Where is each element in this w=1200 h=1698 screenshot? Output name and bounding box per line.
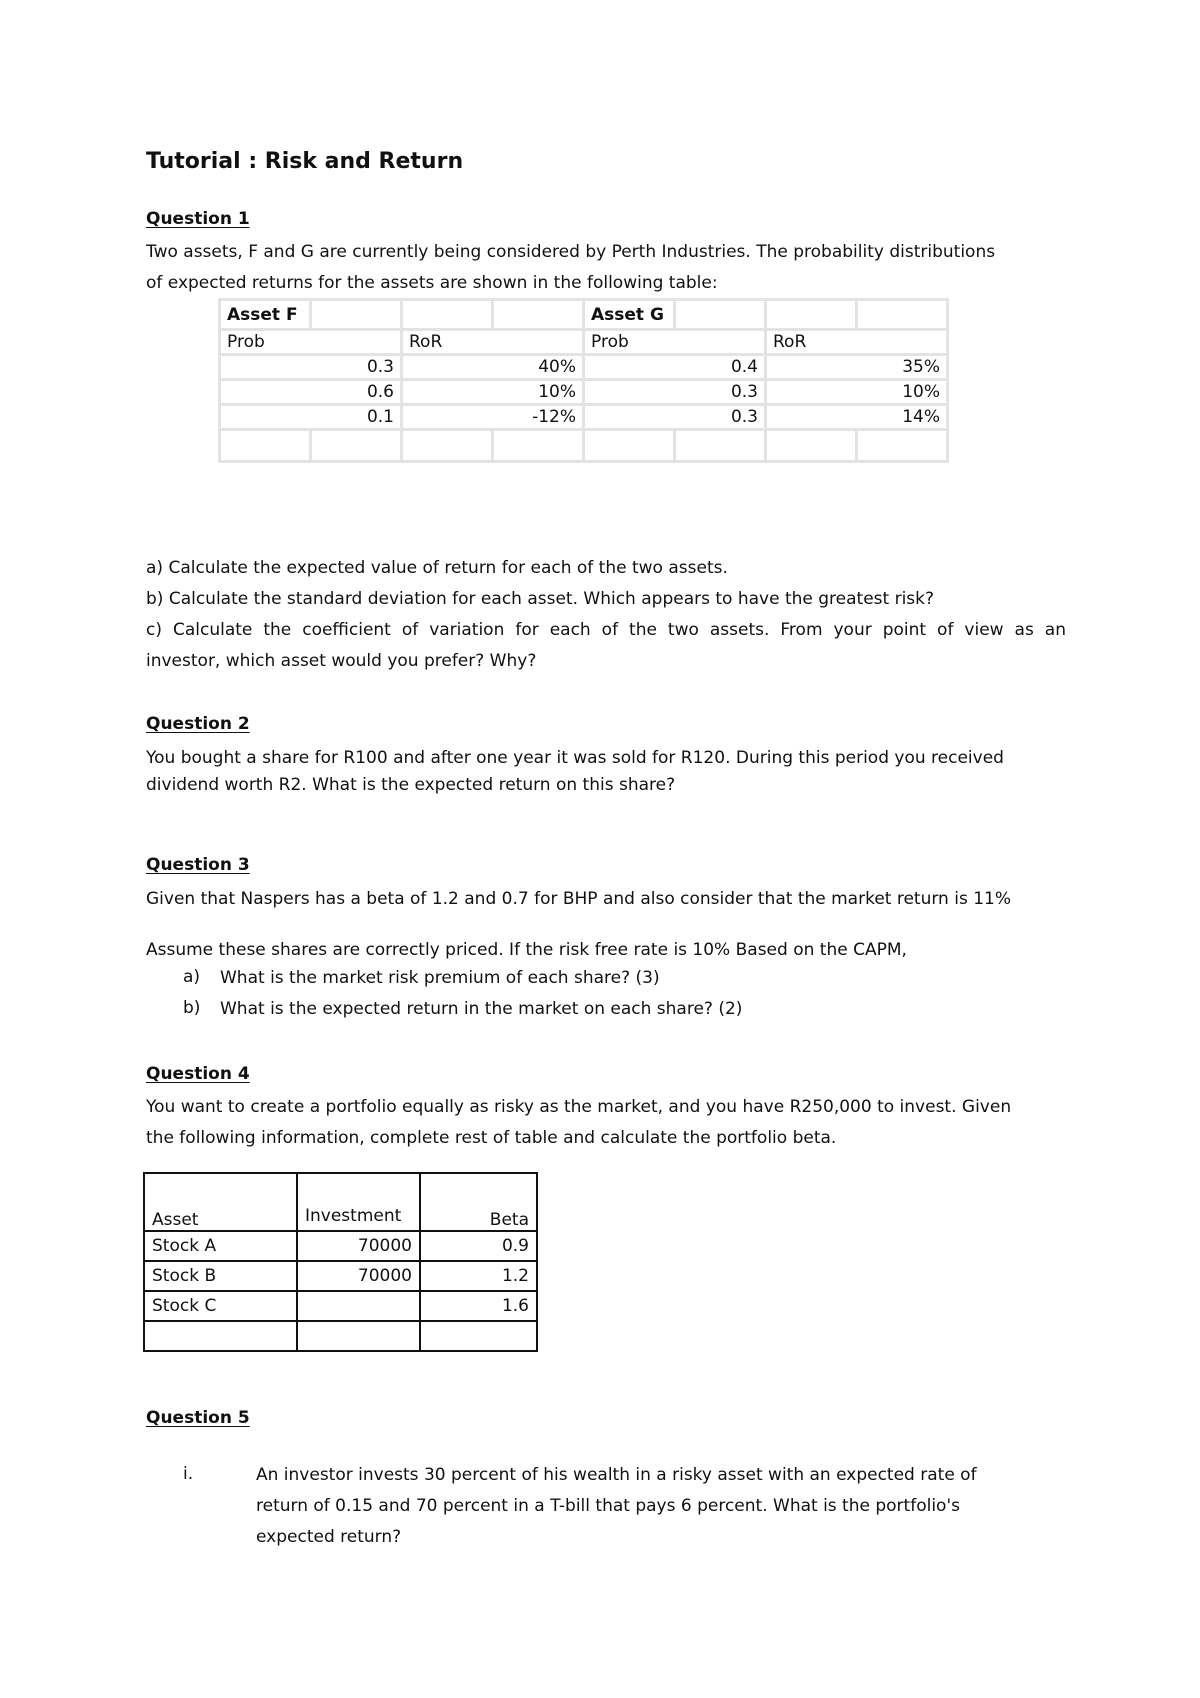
question-4-line-2: the following information, complete rest of table and calculate the portfolio beta. xyxy=(146,1128,837,1148)
asset-name: Stock A xyxy=(144,1231,297,1261)
question-4-heading: Question 4 xyxy=(146,1064,250,1084)
asset-f-prob: 0.3 xyxy=(220,355,402,380)
asset-g-ror: 10% xyxy=(766,380,948,405)
investment-value: 70000 xyxy=(297,1231,420,1261)
question-2-line-2: dividend worth R2. What is the expected return on this share? xyxy=(146,775,676,795)
investment-header: Investment xyxy=(297,1173,420,1231)
table-header-row xyxy=(144,1173,537,1231)
investment-value xyxy=(297,1291,420,1321)
asset-name: Stock B xyxy=(144,1261,297,1291)
table-row xyxy=(220,355,948,380)
list-item: What is the market risk premium of each share? (3) xyxy=(220,968,660,988)
table-row xyxy=(144,1291,537,1321)
asset-f-prob: 0.6 xyxy=(220,380,402,405)
question-1-part-c-line-2: investor, which asset would you prefer? Why? xyxy=(146,651,537,671)
question-3-line-2: Assume these shares are correctly priced. If the risk free rate is 10% Based on the CAPM, xyxy=(146,940,907,960)
question-1-part-c-line-1: c) Calculate the coefficient of variation for each of the two assets. From your point of view as an xyxy=(146,620,1066,640)
asset-g-ror: 35% xyxy=(766,355,948,380)
question-1-intro-line-1: Two assets, F and G are currently being considered by Perth Industries. The probability distributions xyxy=(146,242,996,262)
asset-g-prob: 0.4 xyxy=(584,355,766,380)
question-1-heading: Question 1 xyxy=(146,209,250,229)
question-2-heading: Question 2 xyxy=(146,714,250,734)
asset-g-prob: 0.3 xyxy=(584,405,766,430)
asset-header: Asset xyxy=(144,1173,297,1231)
beta-value: 0.9 xyxy=(420,1231,537,1261)
list-marker: i. xyxy=(183,1464,194,1484)
asset-f-ror: -12% xyxy=(402,405,584,430)
list-marker: b) xyxy=(183,998,201,1018)
investment-value: 70000 xyxy=(297,1261,420,1291)
page-title: Tutorial : Risk and Return xyxy=(146,149,464,174)
question-5-heading: Question 5 xyxy=(146,1408,250,1428)
beta-value: 1.2 xyxy=(420,1261,537,1291)
portfolio-table xyxy=(143,1172,538,1352)
question-1-part-a: a) Calculate the expected value of return for each of the two assets. xyxy=(146,558,728,578)
asset-f-prob-header: Prob xyxy=(220,330,402,355)
asset-f-prob: 0.1 xyxy=(220,405,402,430)
asset-g-prob: 0.3 xyxy=(584,380,766,405)
question-5-item-line-3: expected return? xyxy=(256,1527,402,1547)
question-5-item-line-1: An investor invests 30 percent of his wealth in a risky asset with an expected rate of xyxy=(256,1465,977,1485)
table-row xyxy=(144,1231,537,1261)
question-1-part-b: b) Calculate the standard deviation for each asset. Which appears to have the greatest risk? xyxy=(146,589,935,609)
beta-header: Beta xyxy=(420,1173,537,1231)
asset-f-ror: 10% xyxy=(402,380,584,405)
question-3-line-1: Given that Naspers has a beta of 1.2 and 0.7 for BHP and also consider that the market return is 11% xyxy=(146,889,1012,909)
asset-g-ror-header: RoR xyxy=(766,330,948,355)
beta-value: 1.6 xyxy=(420,1291,537,1321)
table-header-row xyxy=(220,300,948,330)
asset-g-prob-header: Prob xyxy=(584,330,766,355)
table-row xyxy=(220,380,948,405)
asset-name: Stock C xyxy=(144,1291,297,1321)
question-4-line-1: You want to create a portfolio equally as risky as the market, and you have R250,000 to invest. Given xyxy=(146,1097,1012,1117)
table-blank-row xyxy=(220,430,948,462)
asset-f-label: Asset F xyxy=(220,300,311,330)
asset-f-ror-header: RoR xyxy=(402,330,584,355)
asset-distribution-table xyxy=(218,298,949,463)
table-subheader-row xyxy=(220,330,948,355)
list-marker: a) xyxy=(183,967,201,987)
question-5-item-line-2: return of 0.15 and 70 percent in a T-bill that pays 6 percent. What is the portfolio's xyxy=(256,1496,960,1516)
question-2-line-1: You bought a share for R100 and after one year it was sold for R120. During this period you received xyxy=(146,748,1004,768)
table-blank-row xyxy=(144,1321,537,1351)
asset-f-ror: 40% xyxy=(402,355,584,380)
table-row xyxy=(220,405,948,430)
table-row xyxy=(144,1261,537,1291)
asset-g-label: Asset G xyxy=(584,300,675,330)
question-3-heading: Question 3 xyxy=(146,855,250,875)
question-1-intro-line-2: of expected returns for the assets are shown in the following table: xyxy=(146,273,718,293)
asset-g-ror: 14% xyxy=(766,405,948,430)
list-item: What is the expected return in the market on each share? (2) xyxy=(220,999,743,1019)
